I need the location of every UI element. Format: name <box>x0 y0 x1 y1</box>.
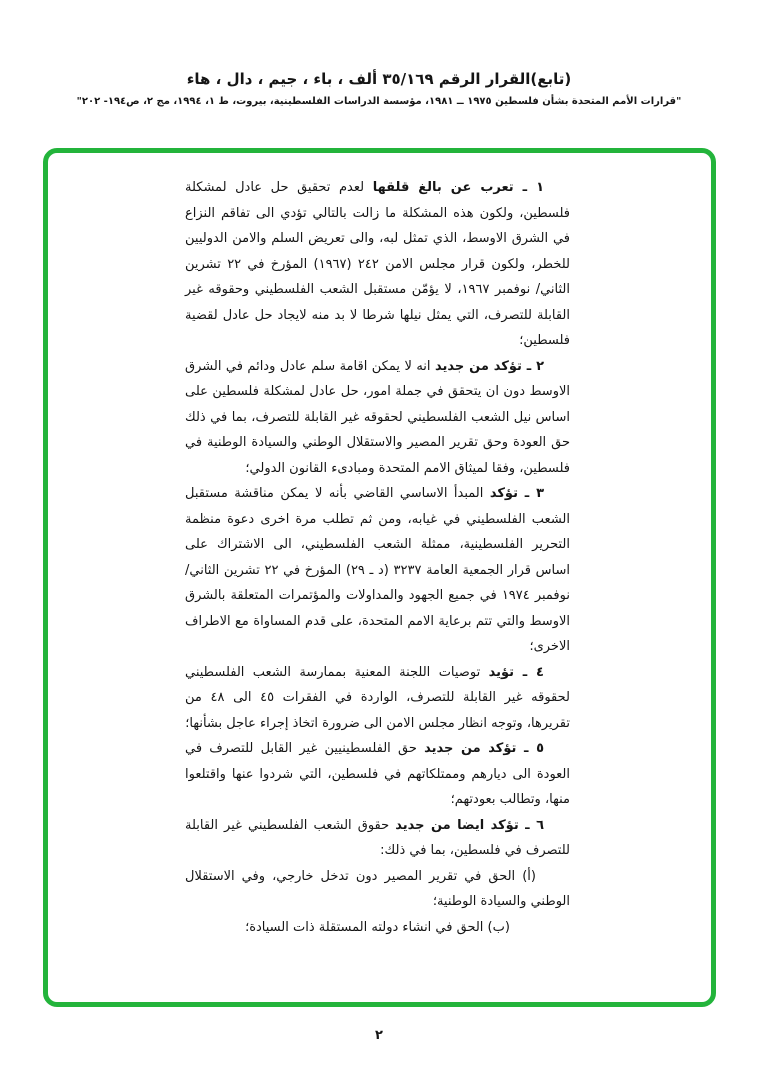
page-number: ٢ <box>375 1028 383 1043</box>
source-citation: "قرارات الأمم المتحدة بشأن فلسطين ١٩٧٥ ــ ١٩٨١، مؤسسة الدراسات الفلسطينية، بيروت، ط ١، ١٩٩٤، مج ٢، ص١٩٤- ٢٠٢" <box>76 96 682 107</box>
document-title: (تابع)القرار الرقم ٣٥/١٦٩ ألف ، باء ، جيم ، دال ، هاء <box>186 70 572 88</box>
clause-6-item-b: (ب) الحق في انشاء دولته المستقلة ذات السيادة؛ <box>245 919 510 935</box>
resolution-text <box>185 175 570 940</box>
clause-4-text: توصيات اللجنة المعنية بممارسة الشعب الفلسطيني لحقوقه غير القابلة للتصرف، الواردة في الفقرات ٤٥ الى ٤٨ من تقريرها، وتوجه انظار مجلس الامن الى ضرورة اتخاذ إجراء عاجل بشأنها؛ <box>185 664 570 731</box>
clause-1-lead: ١ ـ تعرب عن بالغ قلقها <box>372 180 544 195</box>
clause-5-lead: ٥ ـ تؤكد من جديد <box>424 741 544 756</box>
clause-6-item-a: (أ) الحق في تقرير المصير دون تدخل خارجي، وفي الاستقلال الوطني والسيادة الوطنية؛ <box>185 868 570 909</box>
page-header <box>0 70 758 107</box>
clause-5-text: حق الفلسطينيين غير القابل للتصرف في العودة الى ديارهم وممتلكاتهم في فلسطين، التي شردوا عنها واقتلعوا منها، وتطالب بعودتهم؛ <box>185 741 570 807</box>
clause-3 <box>185 481 570 660</box>
clause-2-lead: ٢ ـ تؤكد من جديد <box>435 358 544 374</box>
clause-6-text: حقوق الشعب الفلسطيني غير القابلة للتصرف في فلسطين، بما في ذلك: <box>185 817 570 858</box>
clause-3-lead: ٣ ـ تؤكد <box>489 486 544 501</box>
clause-1-text: لعدم تحقيق حل عادل لمشكلة فلسطين، ولكون هذه المشكلة ما زالت بالتالي تؤدي الى تفاقم النزاع في الشرق الاوسط، الذي تمثل لبه، والى تعريض السلم والامن الدوليين للخطر، ولكون قرار مجلس الامن ٢٤٢ (١٩٦٧) المؤرخ في ٢٢ تشرين الثاني/ نوفمبر ١٩٦٧، لا يؤمّن مستقبل الشعب الفلسطيني وحقوقه غير القابلة للتصرف، التي يمثل نيلها شرطا لا بد منه لايجاد حل عادل لقضية فلسطين؛ <box>185 180 571 348</box>
clause-6-lead: ٦ ـ تؤكد ايضا من جديد <box>395 817 544 833</box>
clause-6 <box>185 813 570 864</box>
content-frame <box>43 148 716 1007</box>
clause-1 <box>185 175 570 354</box>
clause-2 <box>185 354 570 482</box>
clause-3-text: المبدأ الاساسي القاضي بأنه لا يمكن مناقشة مستقبل الشعب الفلسطيني في غيابه، ومن ثم تطلب مرة اخرى دعوة منظمة التحرير الفلسطينية، ممثلة الشعب الفلسطيني، الى الاشتراك على اساس قرار الجمعية العامة ٣٢٣٧ (د ـ ٢٩) المؤرخ في ٢٢ تشرين الثاني/ نوفمبر ١٩٧٤ في جميع الجهود والمداولات والمؤتمرات المتعلقة بالشرق الاوسط والتي تتم برعاية الامم المتحدة، على قدم المساواة مع الاطراف الاخرى؛ <box>185 486 570 654</box>
clause-2-text: انه لا يمكن اقامة سلم عادل ودائم في الشرق الاوسط دون ان يتحقق في جملة امور، حل عادل لمشكلة فلسطين على اساس نيل الشعب الفلسطيني لحقوقه غير القابلة للتصرف، بما في ذلك حق العودة وحق تقرير المصير والاستقلال الوطني والسيادة الوطنية في فلسطين، وفقا لميثاق الامم المتحدة ومبادىء القانون الدولي؛ <box>185 358 570 476</box>
clause-4 <box>185 660 570 737</box>
clause-4-lead: ٤ ـ تؤيد <box>488 664 544 680</box>
clause-5 <box>185 736 570 813</box>
